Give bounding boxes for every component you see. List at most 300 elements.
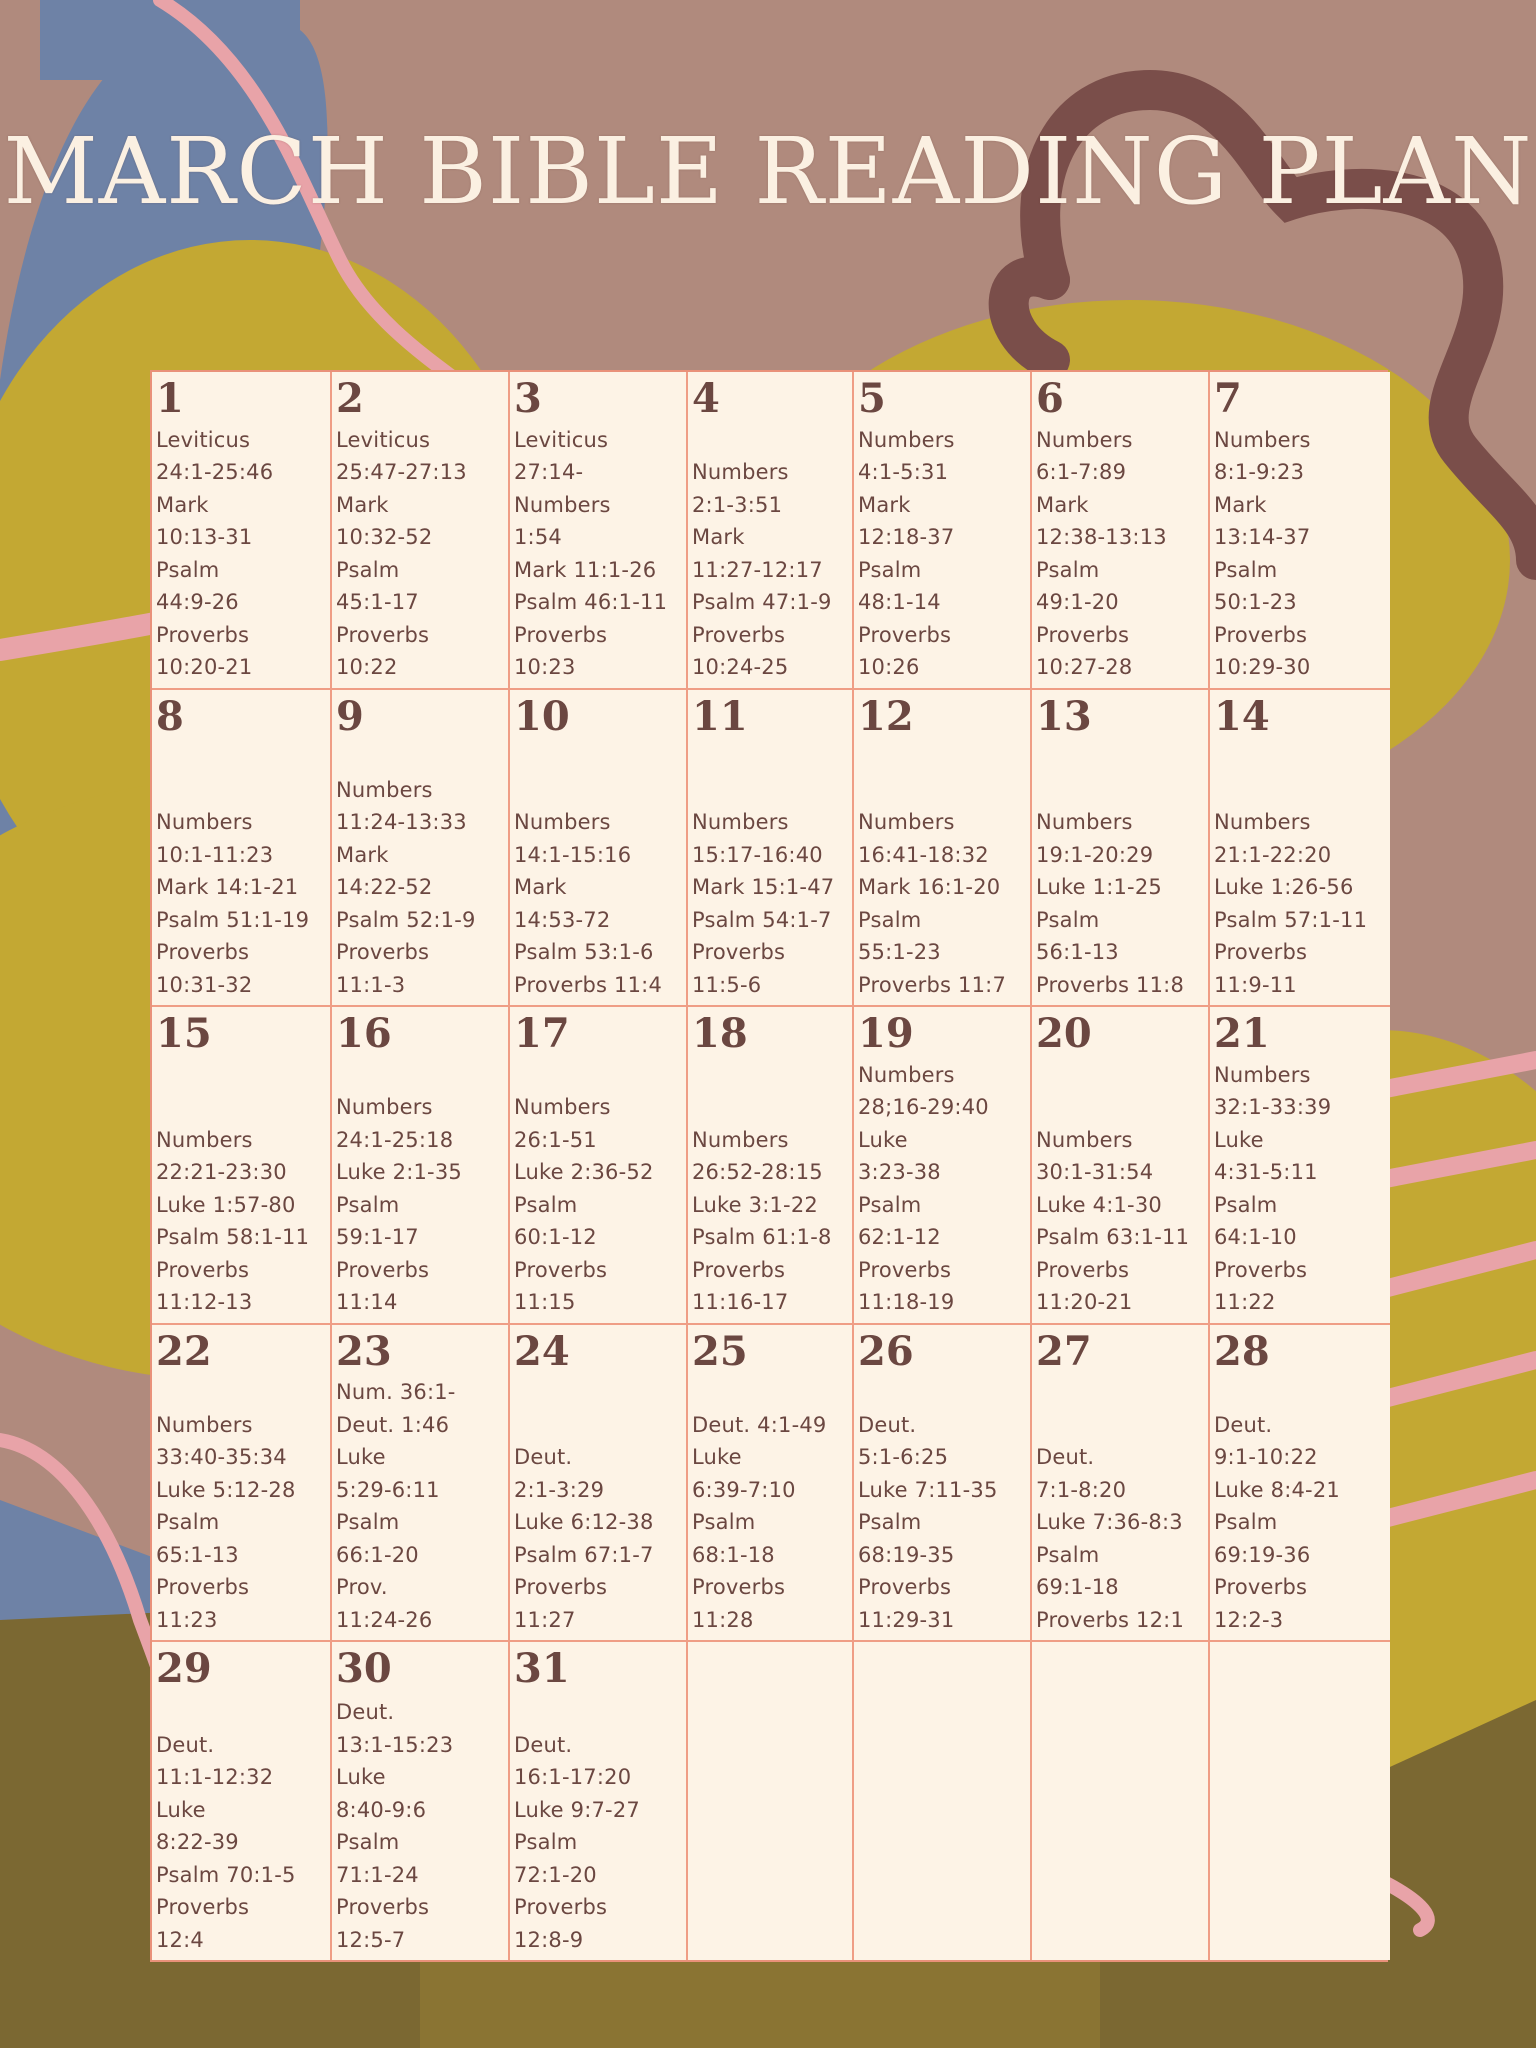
- reading-line: 11:5-6: [692, 972, 762, 997]
- reading-line: Deut.: [858, 1412, 917, 1437]
- reading-line: 21:1-22:20: [1214, 842, 1332, 867]
- reading-list: [1036, 422, 1205, 684]
- reading-line: Mark: [692, 525, 745, 550]
- reading-line: Psalm 51:1-19: [156, 907, 310, 932]
- reading-line: 66:1-20: [336, 1542, 419, 1567]
- reading-line: 49:1-20: [1036, 590, 1119, 615]
- reading-line: 48:1-14: [858, 590, 941, 615]
- reading-list: [156, 740, 327, 1002]
- reading-line: 5:1-6:25: [858, 1445, 949, 1470]
- reading-line: Luke 3:1-22: [692, 1192, 818, 1217]
- day-cell: [688, 1007, 854, 1325]
- day-number: 28: [1214, 1327, 1270, 1375]
- reading-line: Psalm 53:1-6: [514, 940, 654, 965]
- reading-line: Proverbs: [858, 1257, 952, 1282]
- reading-line: Psalm 63:1-11: [1036, 1225, 1190, 1250]
- reading-line: Luke: [858, 1127, 908, 1152]
- reading-line: Mark: [514, 875, 567, 900]
- reading-line: Psalm: [336, 1510, 400, 1535]
- reading-line: Psalm 57:1-11: [1214, 907, 1368, 932]
- day-number: 22: [156, 1327, 212, 1375]
- reading-line: Mark: [1214, 492, 1267, 517]
- reading-line: 28;16-29:40: [858, 1095, 989, 1120]
- reading-line: Psalm 70:1-5: [156, 1862, 296, 1887]
- reading-line: Numbers: [156, 810, 253, 835]
- reading-line: 45:1-17: [336, 590, 419, 615]
- reading-line: 11:27: [514, 1607, 576, 1632]
- day-number: 23: [336, 1327, 392, 1375]
- reading-line: Proverbs 12:1: [1036, 1607, 1185, 1632]
- reading-list: [1036, 1057, 1205, 1319]
- reading-line: 32:1-33:39: [1214, 1095, 1332, 1120]
- reading-line: Numbers: [156, 1127, 253, 1152]
- reading-line: Luke 2:36-52: [514, 1160, 654, 1185]
- day-number: 11: [692, 692, 748, 740]
- reading-list: [1214, 1057, 1387, 1319]
- reading-line: Psalm: [1036, 1542, 1100, 1567]
- reading-line: Psalm: [1036, 907, 1100, 932]
- reading-line: Num. 36:1-: [336, 1380, 456, 1405]
- reading-line: Psalm: [336, 1192, 400, 1217]
- reading-line: Numbers: [156, 1412, 253, 1437]
- day-cell: [688, 372, 854, 690]
- reading-line: 11:1-3: [336, 972, 406, 997]
- day-cell: [510, 372, 688, 690]
- reading-line: 6:1-7:89: [1036, 460, 1127, 485]
- reading-line: 69:19-36: [1214, 1542, 1311, 1567]
- reading-line: 60:1-12: [514, 1225, 597, 1250]
- reading-line: Numbers: [1214, 427, 1311, 452]
- reading-line: 2:1-3:29: [514, 1477, 605, 1502]
- reading-line: 10:29-30: [1214, 655, 1311, 680]
- day-cell: [332, 1007, 510, 1325]
- reading-line: 12:2-3: [1214, 1607, 1284, 1632]
- day-cell: [1210, 1325, 1390, 1643]
- reading-line: Proverbs: [514, 1575, 608, 1600]
- day-cell: [1032, 1325, 1210, 1643]
- reading-line: Proverbs: [514, 1895, 608, 1919]
- reading-line: Psalm: [858, 907, 922, 932]
- day-number: 21: [1214, 1010, 1270, 1058]
- day-cell: [510, 690, 688, 1008]
- reading-line: Luke 7:36-8:3: [1036, 1510, 1183, 1535]
- day-number: 3: [514, 375, 542, 422]
- reading-line: 59:1-17: [336, 1225, 419, 1250]
- reading-line: Numbers: [336, 1095, 433, 1120]
- reading-line: Psalm: [858, 1510, 922, 1535]
- reading-line: 9:1-10:22: [1214, 1445, 1318, 1470]
- reading-list: [692, 1057, 849, 1319]
- reading-line: 65:1-13: [156, 1542, 239, 1567]
- reading-line: Proverbs: [1214, 1257, 1308, 1282]
- reading-line: 22:21-23:30: [156, 1160, 287, 1185]
- reading-line: Luke 8:4-21: [1214, 1477, 1340, 1502]
- reading-list: [692, 1375, 849, 1637]
- day-number: 9: [336, 692, 364, 740]
- reading-line: Deut. 1:46: [336, 1412, 450, 1437]
- reading-line: Psalm: [1214, 1192, 1278, 1217]
- reading-line: 11:16-17: [692, 1290, 789, 1315]
- day-number: 27: [1036, 1327, 1092, 1375]
- reading-line: Luke 4:1-30: [1036, 1192, 1162, 1217]
- reading-line: 11:18-19: [858, 1290, 955, 1315]
- day-number: 8: [156, 692, 184, 740]
- reading-line: Psalm: [858, 557, 922, 582]
- reading-line: Deut.: [514, 1732, 573, 1757]
- day-number: 7: [1214, 375, 1242, 422]
- reading-line: Numbers: [692, 460, 789, 485]
- reading-list: [336, 1375, 505, 1637]
- reading-line: 62:1-12: [858, 1225, 941, 1250]
- reading-line: 10:22: [336, 655, 398, 680]
- day-cell: [688, 1325, 854, 1643]
- reading-line: 3:23-38: [858, 1160, 941, 1185]
- reading-line: Mark: [156, 492, 209, 517]
- reading-list: [514, 740, 683, 1002]
- day-number: 14: [1214, 692, 1270, 740]
- empty-cell: [688, 1642, 854, 1960]
- reading-list: [156, 422, 327, 684]
- reading-line: Mark: [336, 492, 389, 517]
- day-cell: [152, 1325, 332, 1643]
- reading-line: 10:32-52: [336, 525, 433, 550]
- reading-line: 6:39-7:10: [692, 1477, 796, 1502]
- reading-line: Proverbs: [156, 1895, 250, 1919]
- reading-line: Luke 2:1-35: [336, 1160, 462, 1185]
- reading-line: Proverbs: [156, 622, 250, 647]
- reading-line: Mark 16:1-20: [858, 875, 1001, 900]
- reading-line: Proverbs: [692, 940, 786, 965]
- reading-line: Numbers: [514, 492, 611, 517]
- reading-line: 13:1-15:23: [336, 1732, 454, 1757]
- reading-list: [336, 740, 505, 1002]
- reading-line: 11:22: [1214, 1290, 1276, 1315]
- day-cell: [1032, 372, 1210, 690]
- day-number: 17: [514, 1010, 570, 1058]
- reading-line: 26:52-28:15: [692, 1160, 823, 1185]
- reading-line: 13:14-37: [1214, 525, 1311, 550]
- reading-line: Proverbs: [692, 622, 786, 647]
- reading-line: 8:40-9:6: [336, 1797, 427, 1822]
- reading-line: 30:1-31:54: [1036, 1160, 1154, 1185]
- reading-line: 12:8-9: [514, 1927, 584, 1952]
- reading-line: Psalm 58:1-11: [156, 1225, 310, 1250]
- reading-line: Proverbs: [692, 1575, 786, 1600]
- reading-list: [1214, 740, 1387, 1002]
- reading-line: Numbers: [1036, 810, 1133, 835]
- reading-line: 11:27-12:17: [692, 557, 823, 582]
- reading-line: 26:1-51: [514, 1127, 597, 1152]
- reading-line: 10:24-25: [692, 655, 789, 680]
- reading-line: 16:1-17:20: [514, 1765, 632, 1789]
- calendar-grid: [150, 370, 1388, 1962]
- reading-line: Luke 9:7-27: [514, 1797, 640, 1822]
- reading-line: Numbers: [1036, 427, 1133, 452]
- reading-line: 1:54: [514, 525, 562, 550]
- reading-list: [1214, 422, 1387, 684]
- day-cell: [854, 1007, 1032, 1325]
- day-number: 4: [692, 375, 720, 422]
- reading-line: Proverbs: [156, 1575, 250, 1600]
- reading-line: 14:1-15:16: [514, 842, 632, 867]
- day-cell: [332, 1325, 510, 1643]
- reading-line: Proverbs: [1036, 622, 1130, 647]
- reading-line: Proverbs: [336, 622, 430, 647]
- day-number: 20: [1036, 1010, 1092, 1058]
- page-title: MARCH BIBLE READING PLAN: [3, 118, 1533, 225]
- reading-line: 11:9-11: [1214, 972, 1297, 997]
- reading-list: [156, 1692, 327, 1956]
- reading-line: 72:1-20: [514, 1862, 597, 1887]
- reading-line: 10:23: [514, 655, 576, 680]
- empty-cell: [854, 1642, 1032, 1960]
- reading-line: 55:1-23: [858, 940, 941, 965]
- reading-line: 11:12-13: [156, 1290, 253, 1315]
- reading-line: Numbers: [858, 810, 955, 835]
- reading-line: Deut.: [336, 1700, 395, 1724]
- reading-list: [156, 1375, 327, 1637]
- reading-line: 50:1-23: [1214, 590, 1297, 615]
- reading-list: [514, 1057, 683, 1319]
- reading-line: 25:47-27:13: [336, 460, 467, 485]
- reading-line: Psalm 67:1-7: [514, 1542, 654, 1567]
- reading-line: Luke: [1214, 1127, 1264, 1152]
- reading-line: Psalm 61:1-8: [692, 1225, 832, 1250]
- reading-list: [858, 1375, 1027, 1637]
- day-number: 12: [858, 692, 914, 740]
- reading-line: 16:41-18:32: [858, 842, 989, 867]
- day-cell: [152, 690, 332, 1008]
- reading-line: 10:26: [858, 655, 920, 680]
- reading-line: Mark: [1036, 492, 1089, 517]
- reading-line: Proverbs: [514, 622, 608, 647]
- reading-line: 14:22-52: [336, 875, 433, 900]
- reading-line: 69:1-18: [1036, 1575, 1119, 1600]
- day-cell: [1032, 690, 1210, 1008]
- reading-list: [1214, 1375, 1387, 1637]
- day-cell: [1210, 1007, 1390, 1325]
- reading-line: Prov.: [336, 1575, 388, 1600]
- reading-line: 8:1-9:23: [1214, 460, 1305, 485]
- reading-line: Deut.: [514, 1445, 573, 1470]
- reading-list: [336, 422, 505, 684]
- reading-line: Numbers: [692, 1127, 789, 1152]
- day-number: 10: [514, 692, 570, 740]
- reading-line: Proverbs: [1214, 622, 1308, 647]
- reading-line: Deut.: [1214, 1412, 1273, 1437]
- reading-line: Numbers: [1214, 1062, 1311, 1087]
- reading-line: Psalm: [336, 1830, 400, 1854]
- day-number: 13: [1036, 692, 1092, 740]
- day-number: 15: [156, 1010, 212, 1058]
- reading-list: [514, 1692, 683, 1956]
- reading-list: [858, 422, 1027, 684]
- day-cell: [1210, 372, 1390, 690]
- reading-line: 11:29-31: [858, 1607, 955, 1632]
- reading-line: Numbers: [858, 427, 955, 452]
- reading-line: 11:14: [336, 1290, 398, 1315]
- empty-cell: [1210, 1642, 1390, 1960]
- reading-line: Luke 7:11-35: [858, 1477, 998, 1502]
- reading-list: [336, 1692, 505, 1956]
- reading-line: 27:14-: [514, 460, 584, 485]
- day-number: 2: [336, 375, 364, 422]
- reading-line: Mark: [858, 492, 911, 517]
- reading-list: [156, 1057, 327, 1319]
- day-cell: [510, 1325, 688, 1643]
- day-number: 1: [156, 375, 184, 422]
- reading-line: Psalm: [514, 1192, 578, 1217]
- day-number: 16: [336, 1010, 392, 1058]
- reading-line: 64:1-10: [1214, 1225, 1297, 1250]
- reading-line: 11:24-13:33: [336, 810, 467, 835]
- day-cell: [854, 1325, 1032, 1643]
- reading-line: 12:5-7: [336, 1927, 406, 1952]
- reading-line: Psalm 54:1-7: [692, 907, 832, 932]
- day-number: 26: [858, 1327, 914, 1375]
- reading-list: [514, 1375, 683, 1637]
- day-cell: [332, 1642, 510, 1960]
- reading-line: 4:1-5:31: [858, 460, 949, 485]
- reading-line: 68:1-18: [692, 1542, 775, 1567]
- reading-line: Luke: [336, 1765, 386, 1789]
- reading-line: 2:1-3:51: [692, 492, 783, 517]
- day-cell: [152, 1642, 332, 1960]
- reading-line: Mark 11:1-26: [514, 557, 657, 582]
- reading-line: Numbers: [1214, 810, 1311, 835]
- reading-list: [514, 422, 683, 684]
- day-cell: [332, 690, 510, 1008]
- day-cell: [510, 1007, 688, 1325]
- reading-line: Proverbs 11:7: [858, 972, 1007, 997]
- reading-line: Psalm: [692, 1510, 756, 1535]
- reading-line: 11:24-26: [336, 1607, 433, 1632]
- reading-line: Psalm: [858, 1192, 922, 1217]
- reading-line: Numbers: [514, 1095, 611, 1120]
- day-cell: [332, 372, 510, 690]
- reading-line: 10:27-28: [1036, 655, 1133, 680]
- reading-line: Proverbs: [1214, 940, 1308, 965]
- reading-line: Mark 14:1-21: [156, 875, 299, 900]
- reading-line: 12:4: [156, 1927, 204, 1952]
- reading-line: Psalm 46:1-11: [514, 590, 668, 615]
- reading-line: 19:1-20:29: [1036, 842, 1154, 867]
- reading-line: Mark: [336, 842, 389, 867]
- reading-line: 12:18-37: [858, 525, 955, 550]
- reading-line: 44:9-26: [156, 590, 239, 615]
- day-cell: [152, 1007, 332, 1325]
- day-number: 25: [692, 1327, 748, 1375]
- reading-line: Numbers: [858, 1062, 955, 1087]
- reading-line: Proverbs: [1214, 1575, 1308, 1600]
- day-number: 5: [858, 375, 886, 422]
- reading-line: Psalm: [336, 557, 400, 582]
- reading-line: 24:1-25:18: [336, 1127, 454, 1152]
- reading-line: Psalm: [1214, 1510, 1278, 1535]
- reading-line: 71:1-24: [336, 1862, 419, 1887]
- reading-line: 10:31-32: [156, 972, 253, 997]
- reading-line: 15:17-16:40: [692, 842, 823, 867]
- reading-line: 5:29-6:11: [336, 1477, 440, 1502]
- reading-line: Proverbs 11:8: [1036, 972, 1185, 997]
- day-cell: [1210, 690, 1390, 1008]
- reading-line: Proverbs: [858, 622, 952, 647]
- reading-line: Leviticus: [514, 427, 609, 452]
- reading-line: Proverbs: [336, 940, 430, 965]
- day-number: 6: [1036, 375, 1064, 422]
- reading-list: [692, 422, 849, 684]
- reading-line: 8:22-39: [156, 1830, 239, 1854]
- reading-line: 10:20-21: [156, 655, 253, 680]
- reading-line: 11:1-12:32: [156, 1765, 274, 1789]
- reading-line: Leviticus: [156, 427, 251, 452]
- reading-line: Deut. 4:1-49: [692, 1412, 827, 1437]
- day-cell: [688, 690, 854, 1008]
- reading-list: [692, 740, 849, 1002]
- day-number: 29: [156, 1645, 212, 1693]
- reading-list: [1036, 1375, 1205, 1637]
- day-number: 31: [514, 1645, 570, 1693]
- reading-line: Luke 5:12-28: [156, 1477, 296, 1502]
- reading-list: [336, 1057, 505, 1319]
- day-number: 24: [514, 1327, 570, 1375]
- reading-line: Luke: [156, 1797, 206, 1822]
- reading-line: 4:31-5:11: [1214, 1160, 1318, 1185]
- reading-line: 68:19-35: [858, 1542, 955, 1567]
- reading-line: 11:20-21: [1036, 1290, 1133, 1315]
- reading-line: Luke: [692, 1445, 742, 1470]
- day-number: 18: [692, 1010, 748, 1058]
- reading-list: [1036, 740, 1205, 1002]
- reading-line: 10:1-11:23: [156, 842, 274, 867]
- reading-line: Deut.: [156, 1732, 215, 1757]
- reading-line: Proverbs: [156, 940, 250, 965]
- reading-line: Numbers: [514, 810, 611, 835]
- reading-line: Psalm: [156, 557, 220, 582]
- reading-line: 12:38-13:13: [1036, 525, 1167, 550]
- reading-line: Mark 15:1-47: [692, 875, 835, 900]
- reading-line: 14:53-72: [514, 907, 611, 932]
- reading-line: Psalm: [156, 1510, 220, 1535]
- reading-line: 24:1-25:46: [156, 460, 274, 485]
- reading-line: Psalm: [1036, 557, 1100, 582]
- reading-line: 11:15: [514, 1290, 576, 1315]
- reading-line: Luke 1:26-56: [1214, 875, 1354, 900]
- reading-line: Proverbs: [692, 1257, 786, 1282]
- reading-line: Psalm: [514, 1830, 578, 1854]
- day-cell: [854, 372, 1032, 690]
- reading-line: Numbers: [692, 810, 789, 835]
- empty-cell: [1032, 1642, 1210, 1960]
- day-number: 30: [336, 1645, 392, 1693]
- reading-line: Proverbs: [858, 1575, 952, 1600]
- reading-list: [858, 1057, 1027, 1319]
- reading-line: 10:13-31: [156, 525, 253, 550]
- reading-line: Leviticus: [336, 427, 431, 452]
- reading-line: Luke 1:1-25: [1036, 875, 1162, 900]
- reading-line: Psalm: [1214, 557, 1278, 582]
- reading-line: Numbers: [1036, 1127, 1133, 1152]
- day-number: 19: [858, 1010, 914, 1058]
- reading-list: [858, 740, 1027, 1002]
- reading-line: Proverbs: [514, 1257, 608, 1282]
- reading-line: 7:1-8:20: [1036, 1477, 1127, 1502]
- reading-line: Proverbs: [336, 1895, 430, 1919]
- day-cell: [152, 372, 332, 690]
- reading-line: Deut.: [1036, 1445, 1095, 1470]
- reading-line: Proverbs 11:4: [514, 972, 663, 997]
- reading-line: Proverbs: [1036, 1257, 1130, 1282]
